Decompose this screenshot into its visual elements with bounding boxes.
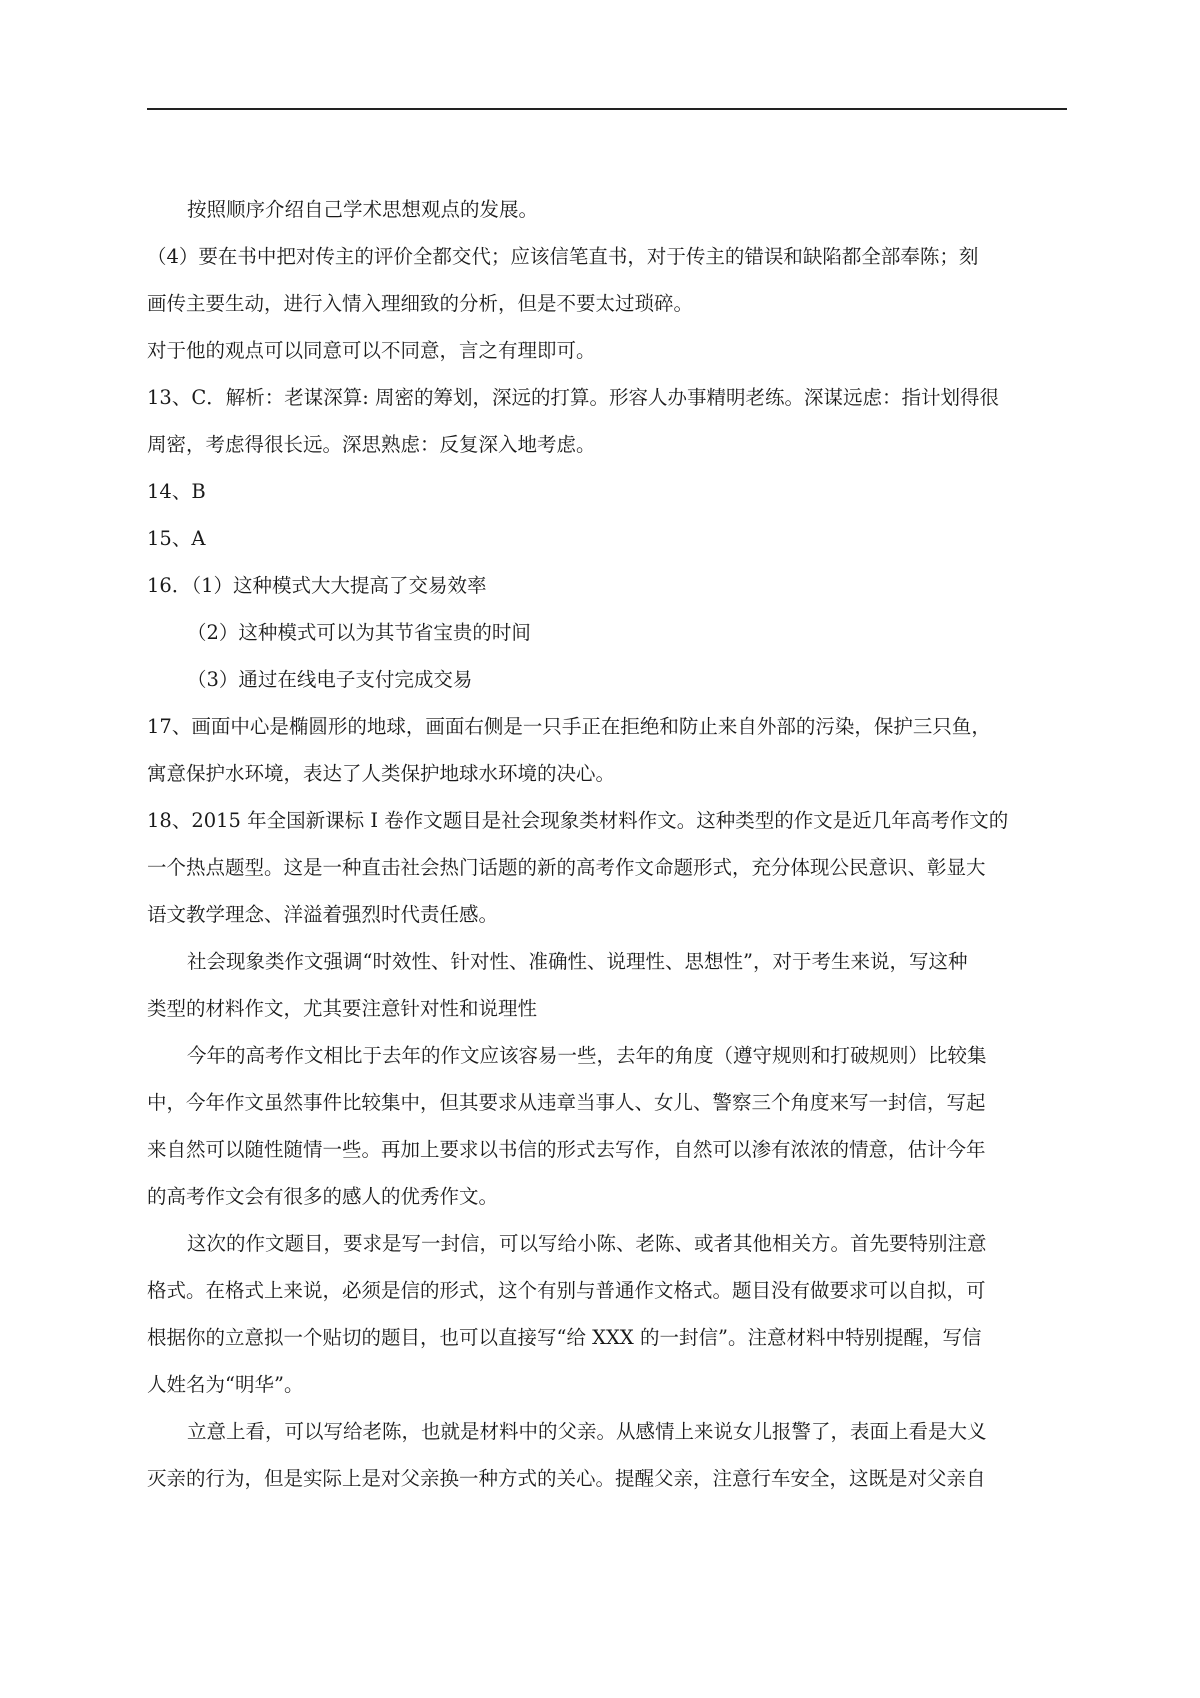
text-line: （2）这种模式可以为其节省宝贵的时间 (187, 621, 531, 644)
text-line: 这次的作文题目，要求是写一封信，可以写给小陈、老陈、或者其他相关方。首先要特别注意 (187, 1232, 987, 1255)
text-line: 周密，考虑得很长远。深思熟虑：反复深入地考虑。 (147, 433, 596, 456)
text-line: 来自然可以随性随情一些。再加上要求以书信的形式去写作，自然可以渗有浓浓的情意，估计今年 (147, 1138, 986, 1161)
text-line: 社会现象类作文强调“时效性、针对性、准确性、说理性、思想性”，对于考生来说，写这种 (187, 950, 968, 973)
text-line: 人姓名为“明华”。 (147, 1373, 304, 1396)
answer-line: 14、B (147, 480, 206, 503)
header-rule (147, 108, 1067, 110)
text-line: 16．（1）这种模式大大提高了交易效率 (147, 574, 487, 597)
text-line: 18、2015 年全国新课标 I 卷作文题目是社会现象类材料作文。这种类型的作文是近几年高考作文的 (147, 809, 1009, 832)
text-line: 语文教学理念、洋溢着强烈时代责任感。 (147, 903, 499, 926)
text-line: 17、画面中心是椭圆形的地球，画面右侧是一只手正在拒绝和防止来自外部的污染，保护三只鱼， (147, 715, 991, 738)
text-line: 画传主要生动，进行入情入理细致的分析，但是不要太过琐碎。 (147, 292, 694, 315)
text-line: 寓意保护水环境，表达了人类保护地球水环境的决心。 (147, 762, 616, 785)
text-line: 类型的材料作文，尤其要注意针对性和说理性 (147, 997, 538, 1020)
text-line: 灭亲的行为，但是实际上是对父亲换一种方式的关心。提醒父亲，注意行车安全，这既是对父亲自 (147, 1467, 986, 1490)
text-line: 格式。在格式上来说，必须是信的形式，这个有别与普通作文格式。题目没有做要求可以自拟，可 (147, 1279, 986, 1302)
text-line: 13、C．解析：老谋深算: 周密的筹划，深远的打算。形容人办事精明老练。深谋远虑：指计划得很 (147, 386, 1000, 409)
text-line: （4）要在书中把对传主的评价全都交代；应该信笔直书，对于传主的错误和缺陷都全部奉陈；刻 (147, 245, 979, 268)
text-line: 立意上看，可以写给老陈，也就是材料中的父亲。从感情上来说女儿报警了，表面上看是大义 (187, 1420, 987, 1443)
text-line: 的高考作文会有很多的感人的优秀作文。 (147, 1185, 499, 1208)
text-line: 今年的高考作文相比于去年的作文应该容易一些，去年的角度（遵守规则和打破规则）比较集 (187, 1044, 987, 1067)
document-body (147, 186, 1072, 1502)
text-line: （3）通过在线电子支付完成交易 (187, 668, 473, 691)
text-line: 对于他的观点可以同意可以不同意，言之有理即可。 (147, 339, 596, 362)
text-line: 一个热点题型。这是一种直击社会热门话题的新的高考作文命题形式，充分体现公民意识、彰显大 (147, 856, 986, 879)
text-line: 根据你的立意拟一个贴切的题目，也可以直接写“给 XXX 的一封信”。注意材料中特别提醒，写信 (147, 1326, 982, 1349)
text-line: 中，今年作文虽然事件比较集中，但其要求从违章当事人、女儿、警察三个角度来写一封信，写起 (147, 1091, 986, 1114)
answer-line: 15、A (147, 527, 206, 550)
text-line: 按照顺序介绍自己学术思想观点的发展。 (187, 198, 539, 221)
